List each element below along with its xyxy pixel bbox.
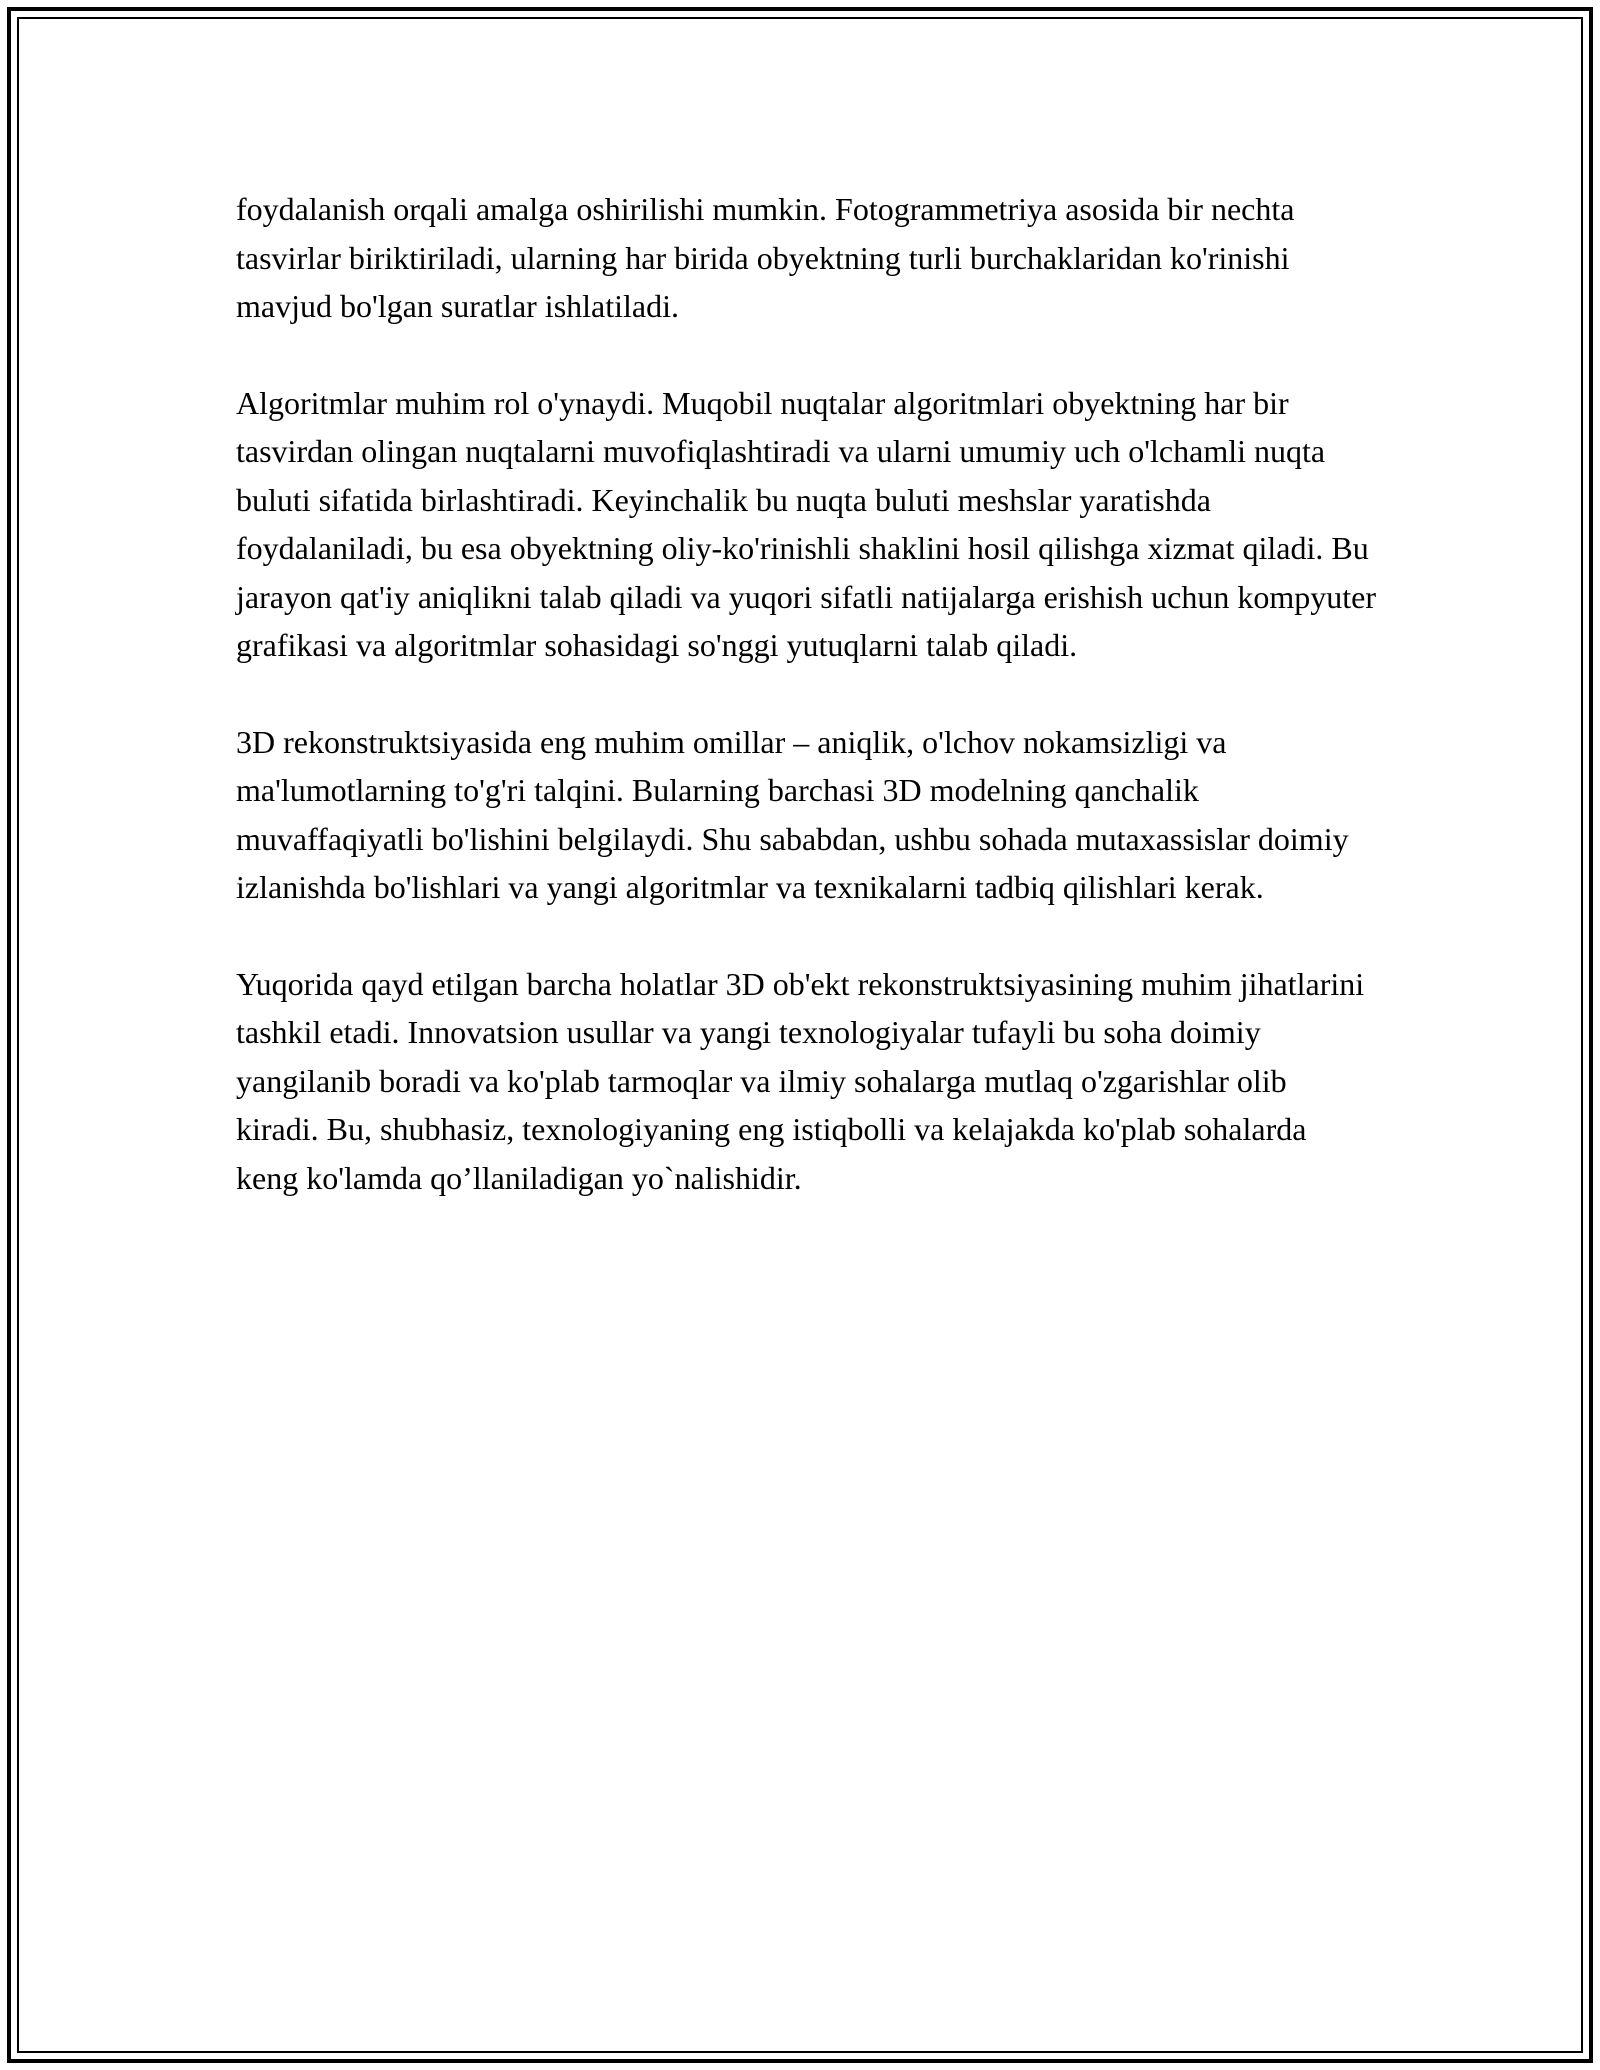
- paragraph-4: Yuqorida qayd etilgan barcha holatlar 3D ob'ekt rekonstruktsiyasining muhim jihatlarini tashkil etadi. Innovatsion usullar va yangi texnologiyalar tufayli bu soha doimiy yangilanib boradi va ko'plab tarmoqlar va ilmiy sohalarga mutlaq o'zgarishlar olib kiradi. Bu, shubhasiz, texnologiyaning eng istiqbolli va kelajakda ko'plab sohalarda keng ko'lamda qo’llaniladigan yo`nalishidir.: [236, 965, 1365, 1196]
- document-body: [236, 185, 1376, 1250]
- paragraph-2: Algoritmlar muhim rol o'ynaydi. Muqobil nuqtalar algoritmlari obyektning har bir tasvirdan olingan nuqtalarni muvofiqlashtiradi va ularni umumiy uch o'lchamli nuqta buluti sifatida birlashtiradi. Keyinchalik bu nuqta buluti meshslar yaratishda foydalaniladi, bu esa obyektning oliy-ko'rinishli shaklini hosil qilishga xizmat qiladi. Bu jarayon qat'iy aniqlikni talab qiladi va yuqori sifatli natijalarga erishish uchun kompyuter grafikasi va algoritmlar sohasidagi so'nggi yutuqlarni talab qiladi.: [236, 384, 1376, 663]
- paragraph-3: 3D rekonstruktsiyasida eng muhim omillar – aniqlik, o'lchov nokamsizligi va ma'lumotlarning to'g'ri talqini. Bularning barchasi 3D modelning qanchalik muvaffaqiyatli bo'lishini belgilaydi. Shu sababdan, ushbu sohada mutaxassislar doimiy izlanishda bo'lishlari va yangi algoritmlar va texnikalarni tadbiq qilishlari kerak.: [236, 723, 1349, 905]
- paragraph-1: foydalanish orqali amalga oshirilishi mumkin. Fotogrammetriya asosida bir nechta tasvirlar biriktiriladi, ularning har birida obyektning turli burchaklaridan ko'rinishi mavjud bo'lgan suratlar ishlatiladi.: [236, 191, 1295, 324]
